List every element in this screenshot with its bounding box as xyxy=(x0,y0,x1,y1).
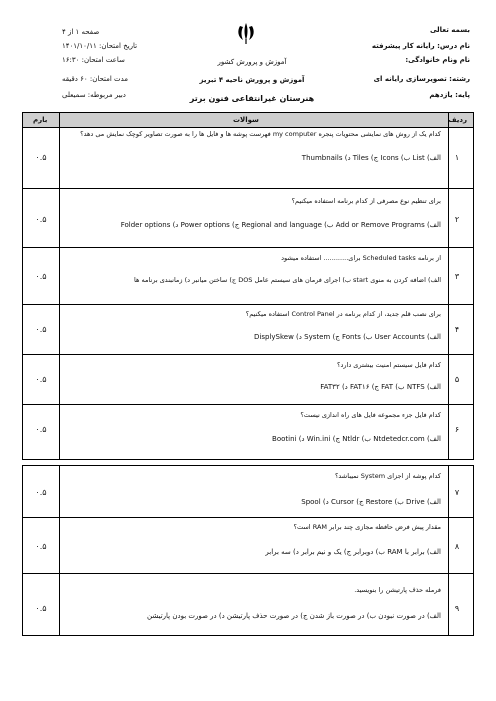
question-options: الف) اضافه کردن به منوی start ب) اجرای فرمان های سیستم عامل DOS ج) ساختن میانبر د) زمانبندی برنامه ها xyxy=(134,276,441,284)
question-score: ۰.۵ xyxy=(35,542,47,551)
question-number: ۳ xyxy=(454,272,460,281)
org-district: آموزش و پرورش ناحیه ۴ تبریز xyxy=(199,76,305,84)
question-row xyxy=(23,405,473,459)
question-options: الف) NTFS ب) FAT ج) FAT۱۶ د) FAT۳۲ xyxy=(320,383,441,391)
exam-time: ساعت امتحان: ۱۶:۳۰ xyxy=(62,56,125,64)
exam-duration: مدت امتحان: ۶۰ دقیقه xyxy=(62,75,129,83)
question-text: کدام فایل جزء مجموعه فایل های راه اندازی نیست؟ xyxy=(300,411,441,419)
question-number: ۱ xyxy=(454,153,460,162)
question-score: ۰.۵ xyxy=(35,425,47,434)
teacher-name: دبیر مربوطه: سمیعلی xyxy=(62,91,126,99)
question-score: ۰.۵ xyxy=(35,153,47,162)
header-num: ردیف xyxy=(448,116,467,124)
question-number: ۵ xyxy=(454,375,460,384)
question-score: ۰.۵ xyxy=(35,604,47,613)
question-options: الف) برابر با RAM ب) دوبرابر ج) یک و نیم برابر د) سه برابر xyxy=(265,548,441,556)
question-row xyxy=(23,466,473,518)
questions-table-2 xyxy=(22,465,474,636)
question-row xyxy=(23,518,473,574)
page-number: صفحه ۱ از ۴ xyxy=(62,28,100,36)
question-row xyxy=(23,574,473,637)
question-text: کدام یک از روش های نمایشی محتویات پنجره my computer فهرست پوشه ها و فایل ها را به صورت تصاویر کوچک نمایش می دهد؟ xyxy=(80,130,441,138)
question-options: الف) Ntdetedcr.com ب) Ntldr ج) Win.ini د) Bootini xyxy=(272,435,441,443)
header-score: بارم xyxy=(33,116,48,124)
org-country: آموزش و پرورش کشور xyxy=(217,58,287,66)
question-number: ۴ xyxy=(454,325,460,334)
question-text: فرمله حذف پارتیشن را بنویسید. xyxy=(354,586,441,594)
course-name: نام درس: رایانه کار پیشرفته xyxy=(371,42,470,50)
question-score: ۰.۵ xyxy=(35,215,47,224)
question-row xyxy=(23,355,473,405)
question-options: الف) List ب) Icons ج) Tiles د) Thumbnails xyxy=(301,154,441,162)
question-text: برای تنظیم نوع مصرفی از کدام برنامه استفاده میکنیم؟ xyxy=(291,197,441,205)
question-number: ۷ xyxy=(454,488,460,497)
question-number: ۶ xyxy=(454,425,460,434)
question-options: الف) در صورت نبودن ب) در صورت باز شدن ج) در صورت حذف پارتیشن د) در صورت بودن پارتیشن xyxy=(147,612,441,620)
emblem-icon xyxy=(233,20,259,46)
question-text: از برنامه Scheduled tasks برای............ استفاده میشود xyxy=(281,254,441,262)
question-row xyxy=(23,305,473,355)
question-number: ۲ xyxy=(454,215,460,224)
question-score: ۰.۵ xyxy=(35,375,47,384)
exam-date: تاریخ امتحان: ۱۴۰۱/۱۰/۱۱ xyxy=(62,42,138,50)
question-row xyxy=(23,127,473,189)
question-text: کدام فایل سیستم امنیت بیشتری دارد؟ xyxy=(337,361,441,369)
student-name: نام ونام خانوادگی: xyxy=(405,56,470,64)
major: رشته: تصویرسازی رایانه ای xyxy=(373,75,470,83)
bismillah: بسمه تعالی xyxy=(429,26,470,34)
question-score: ۰.۵ xyxy=(35,325,47,334)
question-number: ۸ xyxy=(454,542,460,551)
question-options: الف) Add or Remove Programs ب) Regional and language ج) Power options د) Folder options xyxy=(120,221,441,229)
question-text: مقدار پیش فرض حافظه مجازی چند برابر RAM است؟ xyxy=(293,523,441,531)
school-name: هنرستان غیرانتفاعی فنون برتر xyxy=(189,94,315,103)
question-score: ۰.۵ xyxy=(35,488,47,497)
question-text: برای نصب قلم جدید، از کدام برنامه در Control Panel استفاده میکنیم؟ xyxy=(245,310,441,318)
table-header xyxy=(23,113,473,128)
question-score: ۰.۵ xyxy=(35,272,47,281)
question-options: الف) User Accounts ب) Fonts ج) System د) DisplySkew xyxy=(254,333,441,341)
grade: پایه: یازدهم xyxy=(429,91,470,99)
question-number: ۹ xyxy=(454,604,460,613)
header-questions: سوالات xyxy=(233,116,259,124)
questions-table-1 xyxy=(22,112,474,460)
question-row xyxy=(23,248,473,305)
question-row xyxy=(23,189,473,248)
question-text: کدام پوشه از اجزای System نمیباشد؟ xyxy=(334,472,441,480)
question-options: الف) Drive ب) Restore ج) Cursor د) Spool xyxy=(301,498,441,506)
